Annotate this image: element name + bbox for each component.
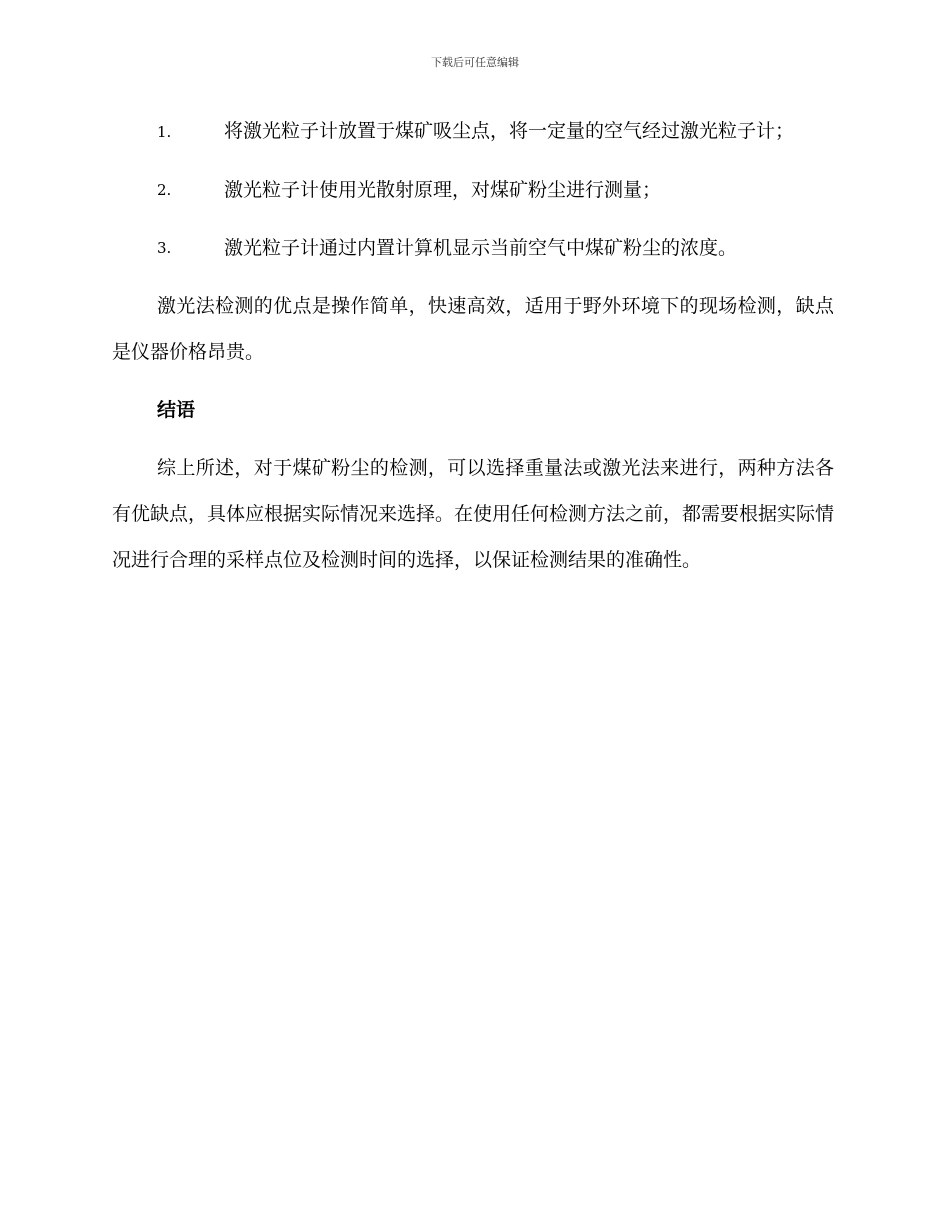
list-item-3	[112, 225, 834, 271]
page-header: 下载后可任意编辑	[431, 56, 519, 69]
list-number: 2.	[157, 181, 172, 199]
list-text: 将激光粒子计放置于煤矿吸尘点，将一定量的空气经过激光粒子计；	[224, 120, 795, 142]
section-heading-conclusion: 结语	[157, 399, 196, 421]
list-item-1	[112, 108, 834, 155]
list-text: 激光粒子计使用光散射原理，对煤矿粉尘进行测量；	[224, 179, 662, 201]
list-text: 激光粒子计通过内置计算机显示当前空气中煤矿粉尘的浓度。	[224, 237, 738, 259]
list-number: 1.	[157, 123, 172, 141]
paragraph-laser-method: 激光法检测的优点是操作简单，快速高效，适用于野外环境下的现场检测，缺点是仪器价格昂贵。	[112, 295, 834, 363]
paragraph-conclusion: 综上所述，对于煤矿粉尘的检测，可以选择重量法或激光法来进行，两种方法各有优缺点，具体应根据实际情况来选择。在使用任何检测方法之前，都需要根据实际情况进行合理的采样点位及检测时间的选择，以保证检测结果的准确性。	[112, 457, 835, 571]
document-body	[112, 108, 834, 583]
list-number: 3.	[157, 239, 172, 257]
list-item-2	[112, 167, 834, 213]
